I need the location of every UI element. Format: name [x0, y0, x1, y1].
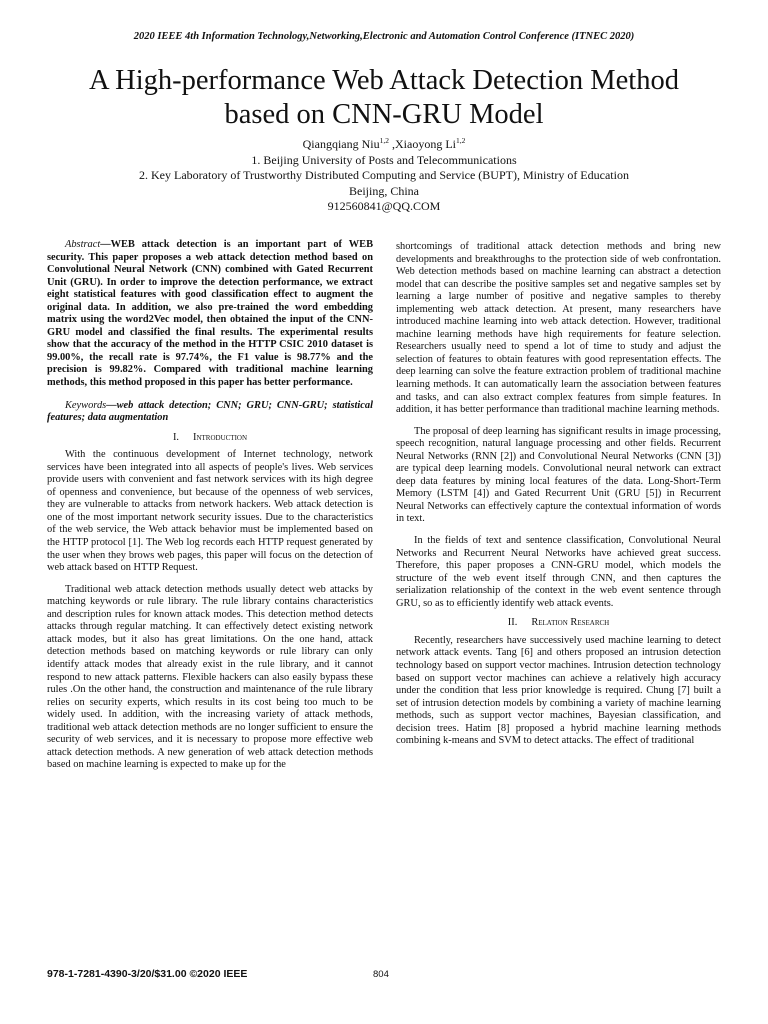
abstract-dash: — — [100, 239, 111, 250]
section-heading-related-research — [396, 617, 721, 630]
title-line-2: based on CNN-GRU Model — [224, 99, 544, 130]
section-title: Introduction — [193, 431, 248, 443]
author-email: 912560841@QQ.COM — [327, 199, 441, 213]
paper-title — [40, 64, 728, 132]
related-paragraph-1: Recently, researchers have successively used machine learning to detect network attack events. Tang [6] and others proposed an intrusion detection technology based on support vector machines. Intrusion detection technology based on support vector machines can achieve a relatively high accuracy under the condition that less prior knowledge is required. Chung [7] built a set of intrusion detection models by combining a variety of machine learning methods, such as support vector machines, Bayesian classification, and decision trees. Hatim [8] proposed a hybrid machine learning methods combining k-means and SVM to detect attacks. The effect of traditional — [396, 634, 721, 747]
keywords-text: web attack detection; CNN; GRU; CNN-GRU; statistical features; data augmentation — [47, 399, 373, 424]
author-1: Qiangqiang Niu — [302, 137, 380, 151]
title-line-1: A High-performance Web Attack Detection Method — [89, 65, 679, 96]
keywords-dash: — — [106, 399, 117, 411]
author-names — [0, 137, 768, 153]
author-2-affiliation-marker: 1,2 — [456, 136, 466, 145]
keywords — [47, 400, 373, 425]
footer-copyright: 978-1-7281-4390-3/20/$31.00 ©2020 IEEE — [47, 968, 248, 980]
section-heading-introduction — [47, 432, 373, 445]
intro-paragraph-3: The proposal of deep learning has significant results in image processing, speech recognition, natural language processing and other fields. Recurrent Neural Networks (RNN [2]) and Convolutional Neural Networks (CNN [3]) are typical deep learning models. Convolutional neural network can extract deep data features by mining local features of the data. Long-Short-Term Memory (LSTM [4]) and Gated Recurrent Unit (GRU [5]) in Recurrent Neural Networks can effectively capture the contextual information of words in text. — [396, 425, 721, 525]
abstract — [47, 239, 373, 390]
section-number: II. — [507, 617, 518, 629]
page-number: 804 — [373, 969, 389, 980]
author-separator: , — [389, 137, 395, 151]
abstract-text: WEB attack detection is an important part of WEB security. This paper proposes a web attack detection method based on Convolutional Neural Network (CNN) combined with Gated Recurrent Unit (GRU). In order to improve the detection performance, we extract eight statistical features with good classification effect to augment the original data. In addition, we also pre-trained the word embedding matrix using the word2Vec model, then obtained the input of the CNN-GRU model and classified the final results. The experimental results show that the accuracy of the method in the HTTP CSIC 2010 dataset is 99.00%, the recall rate is 97.74%, the F1 value is 98.77% and the precision is 99.82%. Compared with traditional machine learning methods, this method proposed in this paper has better performance. — [47, 239, 373, 389]
author-location: Beijing, China — [349, 183, 419, 198]
author-2: Xiaoyong Li — [395, 137, 456, 151]
keywords-label: Keywords — [65, 399, 107, 411]
abstract-label: Abstract — [65, 239, 101, 250]
section-title: Relation Research — [531, 617, 610, 629]
left-column — [47, 239, 373, 772]
affiliation-1: 1. Beijing University of Posts and Telecommunications — [251, 152, 517, 167]
section-number: I. — [172, 431, 180, 443]
intro-paragraph-4: In the fields of text and sentence classification, Convolutional Neural Networks and Recurrent Neural Networks have achieved great success. Therefore, this paper proposes a CNN-GRU model, which models the structure of the web event itself through CNN, and then captures the serialization relationship of the context in the web event sentence through GRU, so as to efficiently identify web attack events. — [396, 535, 721, 609]
intro-paragraph-2-continued: shortcomings of traditional attack detection methods and bring new developments and breakthroughs to the protection side of web confrontation. Web detection methods based on machine learning can abstract a detection model that can describe the positive samples set and negative samples set by learning a large number of positive and negative samples to thereby implementing web attack detection. At present, many researchers have introduced machine learning into web attack detection. However, traditional machine learning methods have high requirements for feature selection. Researchers usually need to spend a lot of time to study and adjust the selection of features to obtain features with good representation effects. The deep learning can solve the feature extraction problem of traditional machine learning methods. It can automatically learn the association between features and tasks, and can also extract complex features from simple features. In addition, it has better performance than traditional machine learning methods. — [396, 241, 721, 416]
conference-header: 2020 IEEE 4th Information Technology,Networking,Electronic and Automation Control Conference (ITNEC 2020) — [133, 31, 635, 42]
author-1-affiliation-marker: 1,2 — [379, 136, 389, 145]
author-block — [0, 137, 768, 215]
right-column — [396, 241, 721, 748]
intro-paragraph-1: With the continuous development of Internet technology, network services have been integrated into all aspects of people's lives. Web services provide users with convenient and fast network services with its high degree of openness and convenience, but because of the openness of web services, they are vulnerable to attacks from network hackers. Web attack detection is one of the most important network security issues. Due to the characteristics of the web service, the Web attack behavior must be implemented based on the HTTP protocol [1]. The Web log records each HTTP request generated by the user when they brows web pages, this paper will focus on the detection of web attack based on HTTP Request. — [47, 449, 373, 574]
affiliation-2: 2. Key Laboratory of Trustworthy Distributed Computing and Service (BUPT), Ministry of Education — [139, 168, 629, 182]
intro-paragraph-2: Traditional web attack detection methods usually detect web attacks by matching keywords or rule library. The rule library contains characteristics and description rules for known attack modes. This detection method detects attacks through regular matching. It can effectively detect existing network attack modes, but it also has great limitations. On the one hand, attack detection methods based on matching keywords or rule library can only identify attack modes that already exist in the rule library, and it cannot respond to new attack patterns. Flexible hackers can also easily bypass these rules .On the other hand, the construction and maintenance of the rule library relies on security experts, which results in its cost being too much to be widely used. In addition, with the increasing variety of attack methods, traditional web attack detection methods are no longer sufficient to ensure the security of web services, and it is necessary to propose more effective web attack detection methods. A new generation of web attack detection methods based on machine learning is expected to make up for the — [47, 583, 373, 771]
